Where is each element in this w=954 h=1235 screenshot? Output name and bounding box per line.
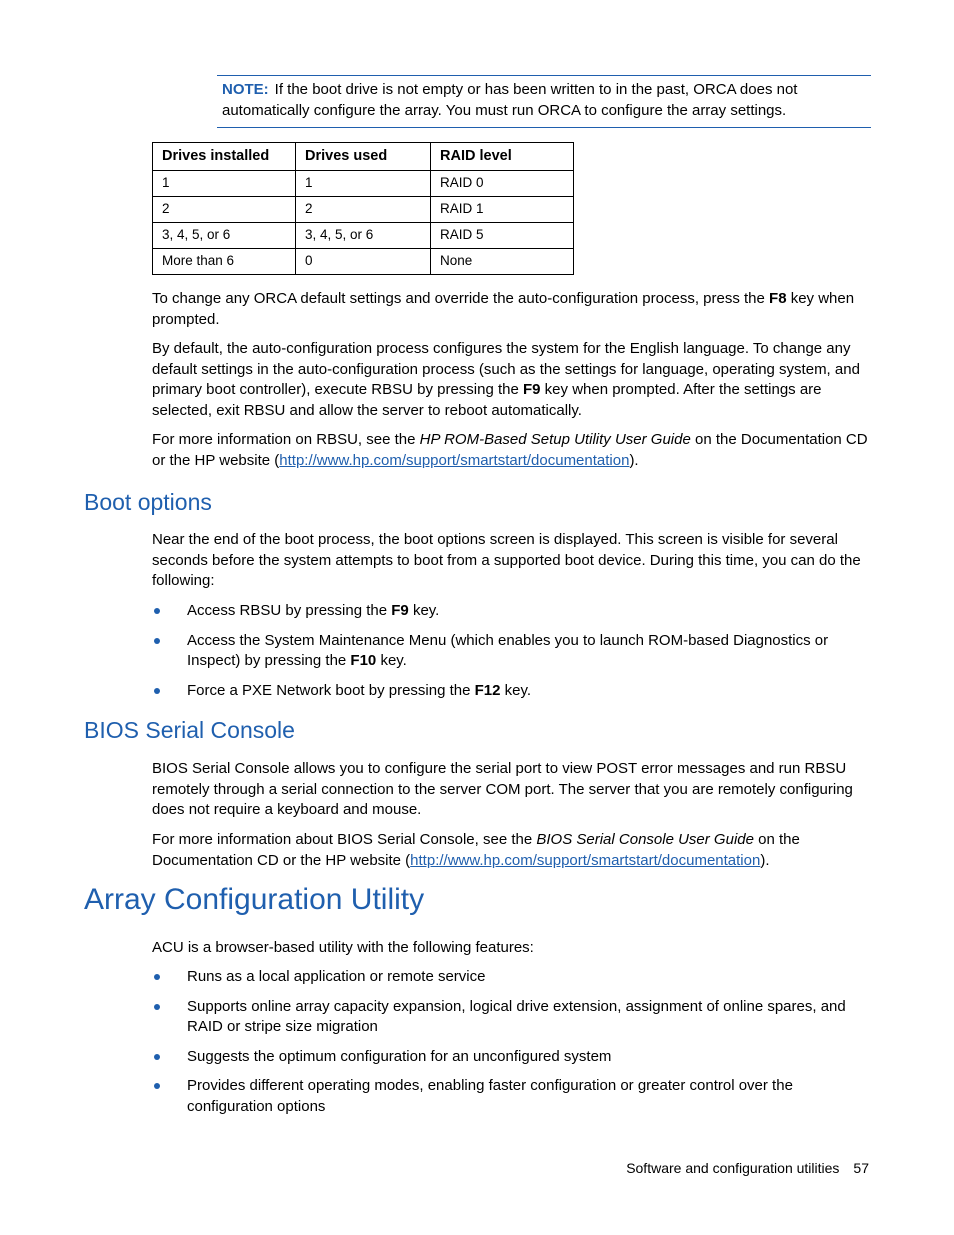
array-configuration-utility-heading: Array Configuration Utility: [84, 883, 425, 916]
boot-options-heading: Boot options: [84, 489, 212, 515]
text-run: Provides different operating modes, enabling faster configuration or greater control over the configuration options: [187, 1077, 793, 1115]
guide-title: BIOS Serial Console User Guide: [536, 831, 754, 848]
note-text: If the boot drive is not empty or has been written to in the past, ORCA does not automatically configure the array. You must run ORCA to configure the array settings.: [222, 81, 798, 119]
text-run: Access RBSU by pressing the: [187, 602, 392, 619]
table-header-cell: Drives used: [296, 143, 431, 171]
acu-features-list: [152, 967, 872, 1117]
f8-key: F8: [769, 290, 787, 307]
footer-section-title: Software and configuration utilities: [626, 1160, 840, 1176]
list-item: [152, 631, 872, 672]
text-run: Supports online array capacity expansion, logical drive extension, assignment of online spares, and RAID or stripe size migration: [187, 997, 846, 1035]
raid-table: [152, 142, 574, 275]
page-number: 57: [853, 1160, 869, 1176]
table-header-row: [153, 143, 574, 171]
key-label: F9: [391, 602, 409, 619]
boot-options-list: [152, 601, 872, 701]
text-run: key.: [500, 681, 532, 699]
bios-serial-console-heading: BIOS Serial Console: [84, 717, 295, 743]
note-box: [217, 75, 871, 128]
list-item: [152, 997, 872, 1038]
key-label: F12: [474, 681, 501, 699]
bullet-icon: [154, 688, 160, 694]
table-row: [153, 197, 574, 223]
list-item: [152, 1047, 872, 1068]
bullet-icon: [154, 1004, 160, 1010]
text-run: Suggests the optimum configuration for an unconfigured system: [187, 1047, 612, 1065]
bios-serial-info-paragraph: [152, 830, 872, 871]
table-cell: 3, 4, 5, or 6: [296, 223, 431, 249]
table-cell: More than 6: [153, 249, 296, 275]
table-cell: 1: [296, 171, 431, 197]
text-run: Runs as a local application or remote service: [187, 968, 486, 985]
list-item: [152, 681, 872, 702]
table-cell: RAID 0: [431, 171, 574, 197]
bullet-icon: [154, 608, 160, 614]
table-header-cell: Drives installed: [153, 143, 296, 171]
table-cell: None: [431, 249, 574, 275]
text-run: ).: [629, 451, 639, 469]
list-item: [152, 1076, 872, 1117]
rbsu-info-paragraph: [152, 430, 872, 471]
table-header-cell: RAID level: [431, 143, 574, 171]
table-cell: RAID 5: [431, 223, 574, 249]
boot-options-intro: Near the end of the boot process, the boot options screen is displayed. This screen is visible for several seconds before the system attempts to boot from a supported boot device. During this time, you can do the following:: [152, 531, 861, 589]
orca-override-paragraph: [152, 289, 872, 330]
list-item: [152, 967, 872, 988]
table-cell: 1: [153, 171, 296, 197]
text-run: Access the System Maintenance Menu (which enables you to launch ROM-based Diagnostics or Inspect) by pressing the: [187, 631, 829, 669]
acu-intro: ACU is a browser-based utility with the following features:: [152, 939, 534, 956]
guide-title: HP ROM-Based Setup Utility User Guide: [419, 431, 691, 448]
text-run: ).: [760, 851, 770, 869]
documentation-link[interactable]: http://www.hp.com/support/smartstart/documentation: [279, 451, 630, 469]
table-cell: RAID 1: [431, 197, 574, 223]
bios-serial-paragraph: BIOS Serial Console allows you to configure the serial port to view POST error messages and run RBSU remotely through a serial connection to the server COM port. The server that you are remotely configuring does not require a keyboard and mouse.: [152, 760, 853, 818]
text-run: To change any ORCA default settings and override the auto-configuration process, press the: [152, 290, 770, 307]
text-run: key when prompted. After the settings are selected, exit RBSU and allow the server to reboot automatically.: [152, 381, 822, 419]
table-row: [153, 171, 574, 197]
table-cell: 0: [296, 249, 431, 275]
bullet-icon: [154, 1054, 160, 1060]
default-language-paragraph: [152, 339, 872, 421]
text-run: on the Documentation CD or the HP website (: [152, 831, 800, 869]
text-run: key.: [408, 602, 440, 619]
bullet-icon: [154, 974, 160, 980]
text-run: Force a PXE Network boot by pressing the: [187, 681, 475, 699]
text-run: By default, the auto-configuration process configures the system for the English language. To change any default settings in the auto-configuration process (such as the settings for language, operating system, and primary boot controller), execute RBSU by pressing the: [152, 340, 860, 398]
page-footer: [626, 1158, 869, 1179]
text-run: For more information about BIOS Serial Console, see the: [152, 831, 537, 848]
table-row: [153, 249, 574, 275]
f9-key: F9: [523, 381, 541, 398]
note-label: NOTE:: [222, 81, 269, 98]
table-cell: 3, 4, 5, or 6: [153, 223, 296, 249]
text-run: on the Documentation CD or the HP website (: [152, 431, 868, 469]
text-run: For more information on RBSU, see the: [152, 431, 420, 448]
table-row: [153, 223, 574, 249]
table-cell: 2: [296, 197, 431, 223]
text-run: key.: [376, 652, 407, 669]
table-cell: 2: [153, 197, 296, 223]
bullet-icon: [154, 638, 160, 644]
key-label: F10: [350, 652, 377, 669]
bullet-icon: [154, 1083, 160, 1089]
documentation-link[interactable]: http://www.hp.com/support/smartstart/documentation: [410, 851, 761, 869]
text-run: key when prompted.: [152, 290, 855, 328]
list-item: [152, 601, 872, 622]
